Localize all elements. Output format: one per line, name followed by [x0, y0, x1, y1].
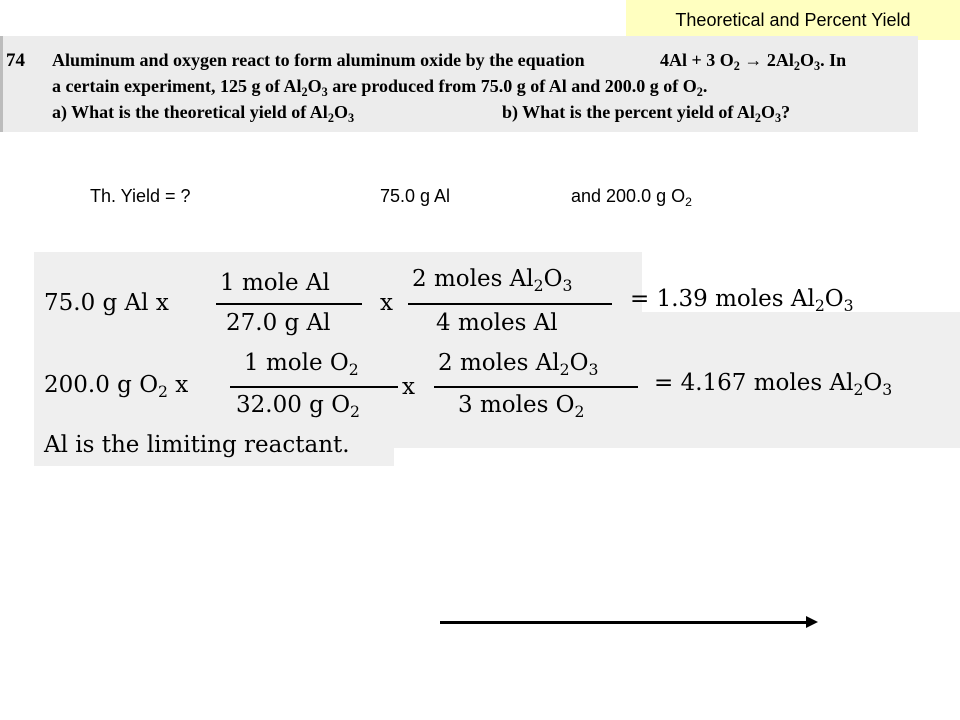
- given-al-mass: 75.0 g Al: [380, 186, 451, 206]
- row2-fraction1-numerator: 1 mole $O_2$: [244, 350, 359, 379]
- row2-fraction1-denominator: 32.00 g $O_2$: [236, 392, 360, 421]
- row1-fraction1-numerator: 1 mole Al: [220, 270, 330, 296]
- given-o2-mass: and 200.0 g $O_2$: [571, 186, 692, 209]
- fraction-bar: [434, 386, 638, 388]
- row1-fraction1-denominator: 27.0 g Al: [226, 310, 331, 336]
- fraction-bar: [230, 386, 398, 388]
- reaction-equation: 4Al + 3 $O_2 \to 2Al_2O_3$. In: [660, 50, 847, 73]
- problem-line-2: a certain experiment, 125 g of $Al_2O_3$ are produced from 75.0 g of Al and 200.0 g of $O_2$.: [52, 76, 708, 99]
- calculation-image: [34, 252, 960, 466]
- row1-result: = 1.39 moles $Al_2O_3$: [630, 286, 854, 315]
- scan-edge: [0, 36, 3, 132]
- problem-number: 74: [6, 50, 25, 71]
- row1-fraction2-numerator: 2 moles $Al_2O_3$: [412, 266, 573, 295]
- row2-fraction2-numerator: 2 moles $Al_2O_3$: [438, 350, 599, 379]
- arrow-line: [440, 621, 810, 624]
- question-a: a) What is the theoretical yield of $Al_2O_3$: [52, 102, 355, 125]
- limiting-reactant-conclusion: Al is the limiting reactant.: [44, 432, 350, 458]
- fraction-bar: [216, 303, 362, 305]
- problem-image: [0, 36, 918, 132]
- row2-start: 200.0 g $O_2$ x: [44, 372, 189, 401]
- multiply-sign: x: [402, 374, 415, 400]
- theoretical-yield-label: Th. Yield = ?: [90, 186, 191, 206]
- row1-fraction2-denominator: 4 moles Al: [436, 310, 558, 336]
- slide-title: Theoretical and Percent Yield: [626, 0, 960, 40]
- fraction-bar: [408, 303, 612, 305]
- problem-line-1: Aluminum and oxygen react to form aluminum oxide by the equation: [52, 50, 585, 70]
- row1-start: 75.0 g Al x: [44, 290, 169, 316]
- question-b: b) What is the percent yield of $Al_2O_3$?: [502, 102, 791, 125]
- row2-result: = 4.167 moles $Al_2O_3$: [654, 370, 893, 399]
- multiply-sign: x: [380, 290, 393, 316]
- white-gap: [394, 448, 960, 466]
- row2-fraction2-denominator: 3 moles $O_2$: [458, 392, 585, 421]
- arrow-right-icon: [806, 616, 818, 628]
